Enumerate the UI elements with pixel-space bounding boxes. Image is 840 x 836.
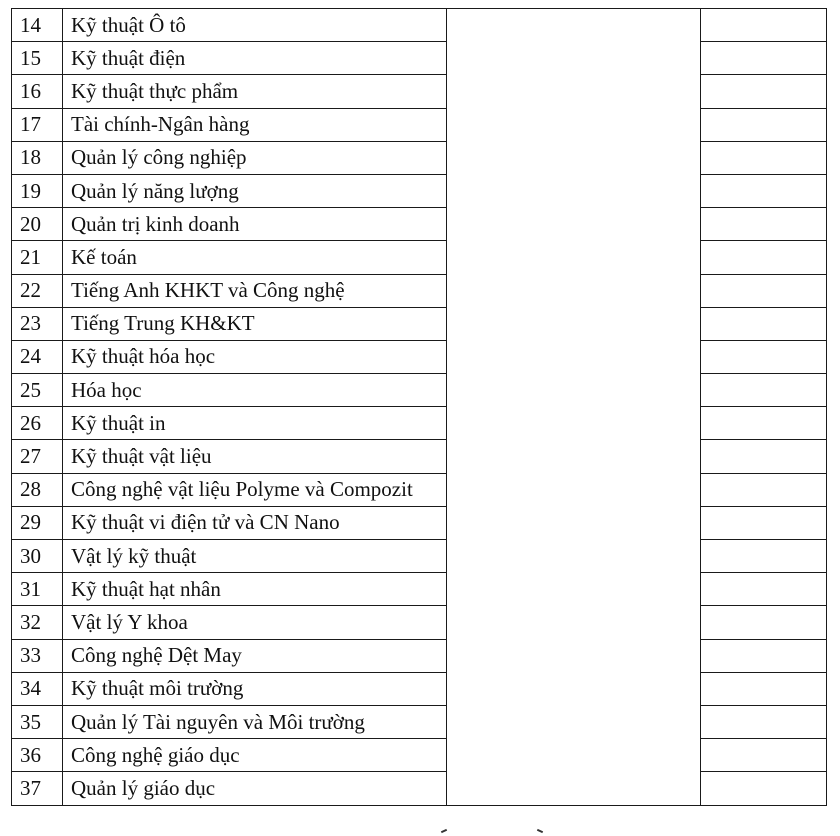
major-name: Quản lý năng lượng	[63, 174, 447, 207]
table-row	[12, 307, 827, 340]
table-row	[12, 374, 827, 407]
table-row	[12, 705, 827, 738]
row-number: 23	[12, 307, 63, 340]
row-number: 25	[12, 374, 63, 407]
major-name: Vật lý kỹ thuật	[63, 540, 447, 573]
right-cell	[701, 208, 827, 241]
table-row	[12, 540, 827, 573]
row-number: 36	[12, 739, 63, 772]
row-number: 17	[12, 108, 63, 141]
major-name: Kỹ thuật vật liệu	[63, 440, 447, 473]
right-cell	[701, 739, 827, 772]
row-number: 21	[12, 241, 63, 274]
right-cell	[701, 440, 827, 473]
table-row	[12, 108, 827, 141]
right-cell	[701, 75, 827, 108]
row-number: 29	[12, 506, 63, 539]
row-number: 20	[12, 208, 63, 241]
row-number: 33	[12, 639, 63, 672]
row-number: 34	[12, 672, 63, 705]
major-name: Kỹ thuật hóa học	[63, 340, 447, 373]
row-number: 26	[12, 407, 63, 440]
row-number: 15	[12, 42, 63, 75]
table-row	[12, 174, 827, 207]
major-name: Kỹ thuật vi điện tử và CN Nano	[63, 506, 447, 539]
right-cell	[701, 772, 827, 805]
right-cell	[701, 108, 827, 141]
row-number: 24	[12, 340, 63, 373]
major-name: Tiếng Trung KH&KT	[63, 307, 447, 340]
right-cell	[701, 705, 827, 738]
right-cell	[701, 407, 827, 440]
table-row	[12, 208, 827, 241]
row-number: 28	[12, 473, 63, 506]
row-number: 30	[12, 540, 63, 573]
majors-table-sheet	[11, 8, 826, 806]
table-row	[12, 407, 827, 440]
major-name: Kỹ thuật môi trường	[63, 672, 447, 705]
majors-table	[11, 8, 827, 806]
right-cell	[701, 141, 827, 174]
major-name: Hóa học	[63, 374, 447, 407]
major-name: Kế toán	[63, 241, 447, 274]
table-row	[12, 42, 827, 75]
row-number: 16	[12, 75, 63, 108]
merged-middle-cell	[447, 9, 701, 806]
table-row	[12, 440, 827, 473]
table-row	[12, 573, 827, 606]
major-name: Công nghệ Dệt May	[63, 639, 447, 672]
table-row	[12, 241, 827, 274]
right-cell	[701, 9, 827, 42]
right-cell	[701, 606, 827, 639]
row-number: 37	[12, 772, 63, 805]
table-row	[12, 75, 827, 108]
major-name: Kỹ thuật hạt nhân	[63, 573, 447, 606]
row-number: 14	[12, 9, 63, 42]
cropped-diacritic-mark	[441, 829, 447, 833]
right-cell	[701, 672, 827, 705]
major-name: Công nghệ giáo dục	[63, 739, 447, 772]
major-name: Tiếng Anh KHKT và Công nghệ	[63, 274, 447, 307]
row-number: 31	[12, 573, 63, 606]
table-row	[12, 639, 827, 672]
right-cell	[701, 274, 827, 307]
major-name: Quản lý giáo dục	[63, 772, 447, 805]
table-row	[12, 274, 827, 307]
major-name: Quản lý Tài nguyên và Môi trường	[63, 705, 447, 738]
right-cell	[701, 506, 827, 539]
table-row	[12, 606, 827, 639]
row-number: 18	[12, 141, 63, 174]
right-cell	[701, 374, 827, 407]
right-cell	[701, 340, 827, 373]
table-row	[12, 9, 827, 42]
cropped-footer-fragment	[395, 826, 555, 836]
major-name: Vật lý Y khoa	[63, 606, 447, 639]
row-number: 35	[12, 705, 63, 738]
major-name: Quản lý công nghiệp	[63, 141, 447, 174]
major-name: Quản trị kinh doanh	[63, 208, 447, 241]
row-number: 22	[12, 274, 63, 307]
right-cell	[701, 473, 827, 506]
right-cell	[701, 241, 827, 274]
row-number: 19	[12, 174, 63, 207]
cropped-diacritic-mark	[537, 829, 543, 833]
table-row	[12, 772, 827, 805]
table-row	[12, 340, 827, 373]
right-cell	[701, 174, 827, 207]
table-row	[12, 739, 827, 772]
major-name: Tài chính-Ngân hàng	[63, 108, 447, 141]
right-cell	[701, 540, 827, 573]
table-row	[12, 473, 827, 506]
row-number: 32	[12, 606, 63, 639]
major-name: Kỹ thuật thực phẩm	[63, 75, 447, 108]
table-row	[12, 141, 827, 174]
majors-table-body	[12, 9, 827, 806]
table-row	[12, 506, 827, 539]
major-name: Kỹ thuật in	[63, 407, 447, 440]
right-cell	[701, 307, 827, 340]
right-cell	[701, 42, 827, 75]
right-cell	[701, 573, 827, 606]
major-name: Kỹ thuật điện	[63, 42, 447, 75]
row-number: 27	[12, 440, 63, 473]
right-cell	[701, 639, 827, 672]
major-name: Kỹ thuật Ô tô	[63, 9, 447, 42]
table-row	[12, 672, 827, 705]
major-name: Công nghệ vật liệu Polyme và Compozit	[63, 473, 447, 506]
